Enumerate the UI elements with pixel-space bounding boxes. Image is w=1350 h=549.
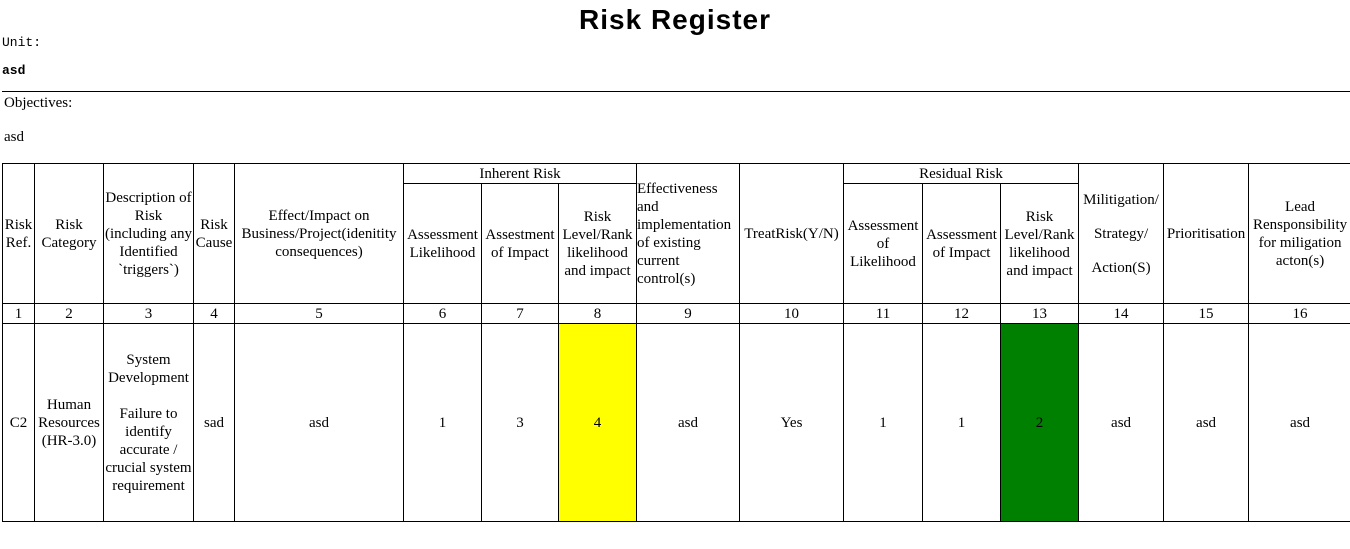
header-risk-cause: Risk Cause bbox=[194, 164, 235, 304]
mitigation-line-1: Militigation/ bbox=[1083, 191, 1159, 208]
cell-residual-likelihood: 1 bbox=[844, 324, 923, 522]
header-treat-risk: TreatRisk(Y/N) bbox=[740, 164, 844, 304]
cell-residual-level: 2 bbox=[1001, 324, 1079, 522]
header-residual-level: Risk Level/Rank likelihood and impact bbox=[1001, 184, 1079, 304]
column-number: 13 bbox=[1001, 304, 1079, 324]
header-inherent-impact: Assestment of Impact bbox=[482, 184, 559, 304]
cell-inherent-impact: 3 bbox=[482, 324, 559, 522]
description-title: System Development bbox=[108, 351, 189, 386]
objectives-label: Objectives: bbox=[4, 95, 73, 111]
header-effectiveness: Effectiveness and implementation of existing current control(s) bbox=[637, 164, 740, 304]
header-effect: Effect/Impact on Business/Project(idenitity consequences) bbox=[235, 164, 404, 304]
header-description: Description of Risk (including any Identified `triggers`) bbox=[104, 164, 194, 304]
header-residual-likelihood: Assessment of Likelihood bbox=[844, 184, 923, 304]
header-residual-risk: Residual Risk bbox=[844, 164, 1079, 184]
description-body: Failure to identify accurate / crucial system requirement bbox=[105, 405, 192, 494]
column-number: 9 bbox=[637, 304, 740, 324]
mitigation-line-3: Action(S) bbox=[1091, 259, 1151, 276]
column-number: 3 bbox=[104, 304, 194, 324]
column-number: 10 bbox=[740, 304, 844, 324]
column-number: 8 bbox=[559, 304, 637, 324]
cell-risk-ref: C2 bbox=[3, 324, 35, 522]
column-number: 6 bbox=[404, 304, 482, 324]
cell-risk-category: Human Resources (HR-3.0) bbox=[35, 324, 104, 522]
cell-lead: asd bbox=[1249, 324, 1350, 522]
header-risk-ref: Risk Ref. bbox=[3, 164, 35, 304]
column-number: 15 bbox=[1164, 304, 1249, 324]
risk-register-table bbox=[2, 163, 1350, 522]
cell-prioritisation: asd bbox=[1164, 324, 1249, 522]
column-number: 16 bbox=[1249, 304, 1350, 324]
cell-description bbox=[104, 324, 194, 522]
cell-effectiveness: asd bbox=[637, 324, 740, 522]
mitigation-line-2: Strategy/ bbox=[1093, 225, 1149, 242]
cell-mitigation: asd bbox=[1079, 324, 1164, 522]
column-number: 11 bbox=[844, 304, 923, 324]
cell-risk-cause: sad bbox=[194, 324, 235, 522]
cell-treat-risk: Yes bbox=[740, 324, 844, 522]
cell-effect: asd bbox=[235, 324, 404, 522]
header-risk-category: Risk Category bbox=[35, 164, 104, 304]
header-inherent-risk: Inherent Risk bbox=[404, 164, 637, 184]
cell-residual-impact: 1 bbox=[923, 324, 1001, 522]
header-inherent-level: Risk Level/Rank likelihood and impact bbox=[559, 184, 637, 304]
header-residual-impact: Assessment of Impact bbox=[923, 184, 1001, 304]
column-number: 12 bbox=[923, 304, 1001, 324]
unit-label: Unit: bbox=[2, 35, 42, 50]
objectives-section bbox=[2, 91, 1350, 163]
objectives-value: asd bbox=[4, 129, 24, 145]
column-number: 4 bbox=[194, 304, 235, 324]
column-number: 5 bbox=[235, 304, 404, 324]
unit-value: asd bbox=[2, 63, 26, 78]
cell-inherent-level: 4 bbox=[559, 324, 637, 522]
header-prioritisation: Prioritisation bbox=[1164, 164, 1249, 304]
column-number-row bbox=[3, 304, 1350, 324]
cell-inherent-likelihood: 1 bbox=[404, 324, 482, 522]
header-inherent-likelihood: Assessment Likelihood bbox=[404, 184, 482, 304]
table-row bbox=[3, 324, 1350, 522]
header-mitigation bbox=[1079, 164, 1164, 304]
column-number: 2 bbox=[35, 304, 104, 324]
column-number: 1 bbox=[3, 304, 35, 324]
header-lead: Lead Rensponsibility for miligation acton(s) bbox=[1249, 164, 1350, 304]
column-number: 14 bbox=[1079, 304, 1164, 324]
column-number: 7 bbox=[482, 304, 559, 324]
page-title: Risk Register bbox=[579, 4, 771, 35]
